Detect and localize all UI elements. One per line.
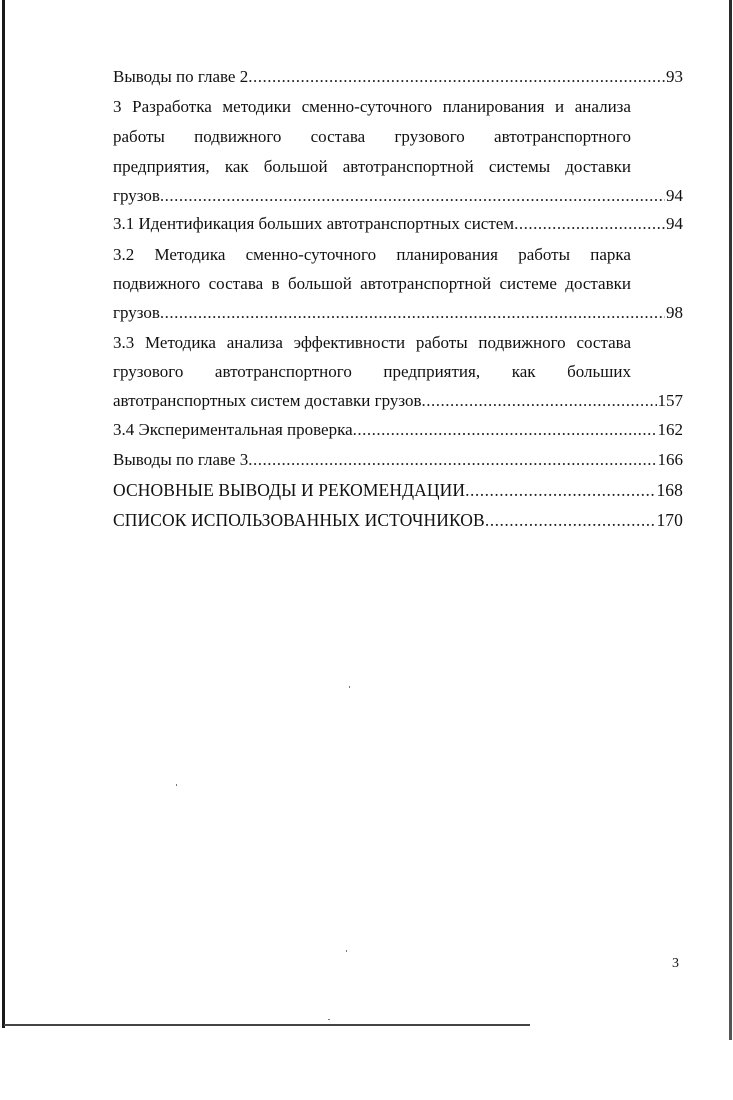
word: как — [224, 157, 249, 176]
toc-entry-page: 162 — [657, 420, 683, 439]
word: предприятия, — [383, 362, 481, 381]
word: автотранспортной — [342, 157, 474, 176]
word: подвижного — [478, 333, 566, 352]
toc-entry-page: 166 — [657, 450, 683, 469]
toc-entry-page: 170 — [656, 510, 683, 530]
word: грузового — [113, 362, 184, 381]
scan-speck — [176, 784, 177, 786]
toc-entry-ch3-last[interactable] — [113, 184, 683, 208]
toc-entry-3-3-line-2[interactable] — [113, 360, 631, 384]
toc-entry-page: 157 — [657, 391, 683, 410]
scan-speck — [346, 950, 347, 952]
toc-entry-ch2-conclusions[interactable] — [113, 65, 683, 89]
dot-leader — [160, 301, 665, 325]
toc-entry-ch3-line-1[interactable] — [113, 95, 631, 119]
word: 3.3 — [113, 333, 135, 352]
toc-entry-page: 93 — [666, 67, 683, 86]
toc-entry-3-2-line-2[interactable] — [113, 272, 631, 296]
toc-entry-page: 168 — [656, 480, 683, 500]
word: доставки — [565, 274, 631, 293]
word: большой — [287, 274, 352, 293]
word: автотранспортного — [214, 362, 352, 381]
word: предприятия, — [113, 157, 210, 176]
toc-entry-title: 3.4 Экспериментальная проверка — [113, 420, 353, 439]
dot-leader — [248, 65, 665, 89]
word: состава — [310, 127, 366, 146]
toc-entry-references[interactable] — [113, 508, 683, 532]
word: Методика — [154, 245, 226, 264]
dot-leader — [160, 184, 665, 208]
toc-entry-ch3-conclusions[interactable] — [113, 448, 683, 472]
dot-leader — [248, 448, 656, 472]
dot-leader — [485, 508, 656, 532]
word: состава — [208, 274, 264, 293]
toc-entry-title: автотранспортных систем доставки грузов — [113, 391, 422, 410]
toc-entry-title: грузов — [113, 186, 160, 205]
toc-entry-page: 98 — [666, 303, 683, 322]
scan-edge-right — [729, 0, 732, 1040]
word: анализа — [226, 333, 283, 352]
word: планирования — [396, 245, 498, 264]
word: в — [271, 274, 280, 293]
word: системы — [488, 157, 551, 176]
word: сменно-суточного — [301, 97, 433, 116]
word: грузового — [394, 127, 465, 146]
word: состава — [576, 333, 631, 352]
word: работы — [113, 127, 165, 146]
dot-leader — [514, 212, 665, 236]
word: работы — [415, 333, 468, 352]
word: больших — [567, 362, 631, 381]
toc-entry-title: СПИСОК ИСПОЛЬЗОВАННЫХ ИСТОЧНИКОВ — [113, 510, 485, 530]
word: автотранспортной — [360, 274, 492, 293]
word: Методика — [145, 333, 216, 352]
toc-entry-page: 94 — [666, 186, 683, 205]
dot-leader — [422, 389, 657, 413]
word: Разработка — [132, 97, 212, 116]
word: подвижного — [113, 274, 201, 293]
toc-entry-page: 94 — [666, 214, 683, 233]
word: подвижного — [194, 127, 282, 146]
toc-entry-ch3-line-3[interactable] — [113, 155, 631, 179]
word: автотранспортного — [494, 127, 631, 146]
toc-entry-title: ОСНОВНЫЕ ВЫВОДЫ И РЕКОМЕНДАЦИИ — [113, 480, 466, 500]
scan-edge-bottom — [4, 1024, 530, 1026]
word: большой — [263, 157, 328, 176]
word: и — [555, 97, 565, 116]
scan-speck — [328, 1019, 330, 1020]
page-number: 3 — [672, 956, 679, 971]
toc-entry-3-1[interactable] — [113, 212, 683, 236]
toc-entry-main-conclusions[interactable] — [113, 478, 683, 502]
toc-entry-3-2-last[interactable] — [113, 301, 683, 325]
toc-entry-ch3-line-2[interactable] — [113, 125, 631, 149]
toc-entry-title: грузов — [113, 303, 160, 322]
toc-entry-title: 3.1 Идентификация больших автотранспортных систем — [113, 214, 515, 233]
scan-edge-left — [2, 0, 5, 1028]
word: методики — [222, 97, 292, 116]
dot-leader — [353, 418, 657, 442]
toc-entry-title: Выводы по главе 3 — [113, 450, 249, 469]
toc-entry-3-2-line-1[interactable] — [113, 243, 631, 267]
toc-entry-3-3-last[interactable] — [113, 389, 683, 413]
word: доставки — [565, 157, 631, 176]
word: системе — [499, 274, 557, 293]
toc-entry-3-3-line-1[interactable] — [113, 331, 631, 355]
word: работы — [518, 245, 571, 264]
word: эффективности — [293, 333, 406, 352]
word: 3 — [113, 97, 122, 116]
scan-speck — [349, 686, 350, 688]
word: парка — [590, 245, 631, 264]
word: анализа — [574, 97, 631, 116]
word: 3.2 — [113, 245, 135, 264]
toc-entry-title: Выводы по главе 2 — [113, 67, 249, 86]
toc-entry-3-4[interactable] — [113, 418, 683, 442]
word: планирования — [442, 97, 545, 116]
word: как — [511, 362, 536, 381]
dot-leader — [465, 478, 655, 502]
word: сменно-суточного — [245, 245, 377, 264]
